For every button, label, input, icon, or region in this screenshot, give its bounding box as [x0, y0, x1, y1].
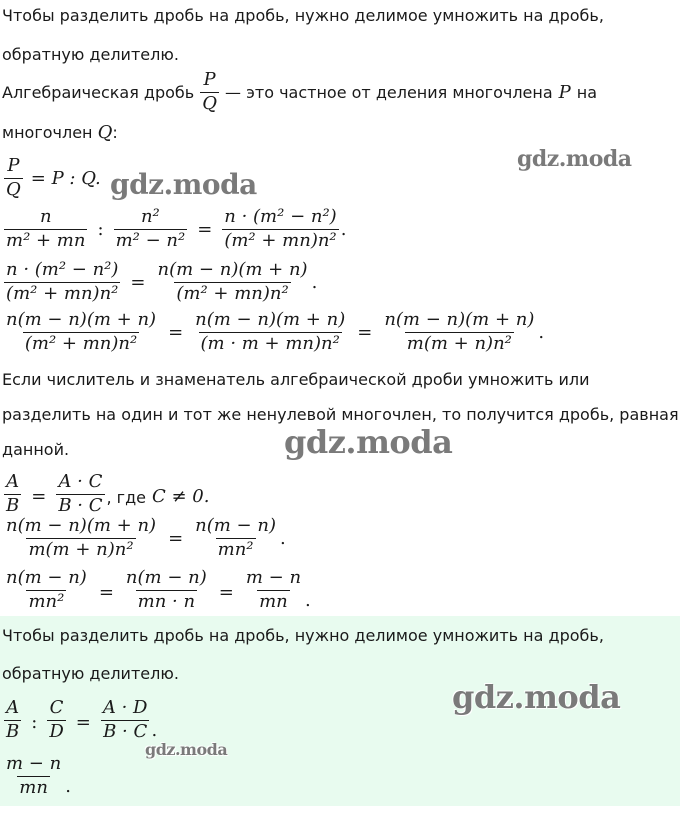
eq1-c-num: n · (m² − n²)	[224, 206, 337, 227]
eq6-c-den: mn	[259, 590, 288, 612]
period: .	[151, 720, 158, 741]
rule-box-formula	[2, 698, 157, 748]
eq0-rhs: = P : Q.	[30, 167, 101, 189]
definition-fraction	[200, 70, 219, 114]
eq5-a-den: m(m + n)n²	[28, 538, 134, 560]
var-q: Q	[97, 122, 113, 143]
eq5-b-num: n(m − n)	[195, 515, 276, 536]
equals-sign: =	[357, 321, 373, 343]
eq0-den: Q	[6, 178, 21, 200]
watermark-logo: gdz.moda	[517, 146, 632, 172]
eq3-b-num: n(m − n)(m + n)	[195, 309, 346, 330]
eq2-frac-b	[156, 260, 310, 304]
eq1-frac-c	[222, 207, 338, 251]
eq2-a-den: (m² + mn)n²	[6, 282, 119, 304]
watermark-logo: gdz.moda	[145, 740, 228, 759]
period: .	[311, 271, 318, 293]
eq6-b-den: mn · n	[137, 590, 196, 612]
eq3-c-den: m(m + n)n²	[406, 332, 512, 354]
equals-sign: =	[31, 486, 47, 507]
eq4-cond: C ≠ 0.	[151, 486, 210, 507]
rule-box-line2: обратную делителю.	[2, 664, 179, 683]
eq5-b-den: mn²	[217, 538, 254, 560]
property-line1: Если числитель и знаменатель алгебраической дроби умножить или	[2, 370, 590, 389]
equals-sign: =	[168, 321, 184, 343]
eq4-frac-a	[4, 472, 21, 516]
eq2-b-den: (m² + mn)n²	[176, 282, 289, 304]
eq0-num: P	[7, 155, 20, 176]
equation-0	[2, 156, 101, 200]
eq1-frac-a	[4, 207, 87, 251]
rule-box-line1: Чтобы разделить дробь на дробь, нужно делимое умножить на дробь,	[2, 626, 604, 645]
equals-sign: =	[75, 712, 91, 733]
eq1-a-den: m² + mn	[6, 229, 86, 251]
period: .	[305, 590, 311, 611]
rule-b-num: C	[49, 698, 64, 718]
eq3-b-den: (m · m + mn)n²	[200, 332, 340, 354]
equals-sign: =	[197, 218, 213, 240]
answer-fraction	[4, 754, 63, 798]
watermark-logo: gdz.moda	[452, 678, 621, 716]
eq2-frac-a	[4, 260, 120, 304]
definition-line2-suffix: :	[112, 123, 118, 142]
equation-1	[2, 207, 346, 251]
eq1-b-den: m² − n²	[115, 229, 186, 251]
equals-sign: =	[98, 582, 114, 603]
eq0-fraction	[4, 156, 23, 200]
equals-sign: =	[130, 271, 146, 293]
definition-prefix: Алгебраическая дробь	[2, 82, 195, 102]
equals-sign: =	[168, 527, 184, 549]
eq3-c-num: n(m − n)(m + n)	[384, 309, 535, 330]
divide-sign: :	[31, 712, 38, 733]
equation-3	[2, 310, 544, 354]
definition-line2	[2, 122, 118, 143]
divide-sign: :	[97, 218, 104, 240]
rule-intro-line2: обратную делителю.	[2, 45, 179, 64]
eq6-a-den: mn²	[28, 590, 65, 612]
equation-5	[2, 516, 286, 560]
definition-line2-prefix: многочлен	[2, 123, 93, 142]
watermark-logo: gdz.moda	[110, 168, 257, 201]
rule-c-num: A · D	[102, 698, 148, 718]
frac-num: P	[203, 68, 216, 90]
rule-a-den: B	[6, 720, 20, 742]
period: .	[279, 527, 286, 549]
eq3-frac-c	[382, 310, 536, 354]
eq3-a-den: (m² + mn)n²	[24, 332, 138, 354]
eq6-frac-c	[244, 568, 303, 612]
property-line3: данной.	[2, 440, 70, 459]
eq5-a-num: n(m − n)(m + n)	[6, 515, 157, 536]
eq2-b-num: n(m − n)(m + n)	[157, 259, 308, 280]
eq3-frac-b	[193, 310, 347, 354]
rule-frac-b	[47, 698, 65, 742]
eq5-frac-a	[4, 516, 158, 560]
property-line2: разделить на один и тот же ненулевой многочлен, то получится дробь, равная	[2, 405, 679, 424]
eq1-b-num: n²	[140, 206, 160, 227]
eq1-a-num: n	[39, 206, 52, 227]
eq2-a-num: n · (m² − n²)	[6, 259, 119, 280]
definition-middle: — это частное от деления многочлена	[225, 82, 553, 102]
definition-suffix: на	[576, 82, 598, 102]
eq4-a-num: A	[6, 472, 20, 492]
equation-2	[2, 260, 317, 304]
eq4-tail: , где	[106, 488, 146, 507]
period: .	[538, 321, 545, 343]
rule-intro-line1: Чтобы разделить дробь на дробь, нужно делимое умножить на дробь,	[2, 6, 604, 25]
rule-c-den: B · C	[103, 720, 148, 742]
eq4-b-num: A · C	[58, 472, 103, 492]
rule-b-den: D	[49, 720, 64, 742]
answer-num: m − n	[6, 754, 62, 774]
period: .	[65, 776, 71, 797]
watermark-logo: gdz.moda	[284, 423, 453, 461]
equation-6	[2, 568, 311, 614]
frac-den: Q	[202, 92, 217, 114]
rule-box-answer	[2, 754, 71, 802]
eq6-frac-a	[4, 568, 89, 612]
var-p: P	[558, 81, 571, 103]
rule-frac-a	[4, 698, 21, 742]
eq1-frac-b	[114, 207, 188, 251]
definition-line1	[2, 64, 597, 120]
eq6-a-num: n(m − n)	[6, 568, 87, 588]
equals-sign: =	[218, 582, 234, 603]
answer-den: mn	[19, 776, 48, 798]
eq4-a-den: B	[6, 494, 20, 516]
rule-frac-c	[101, 698, 150, 742]
period: .	[340, 218, 347, 240]
eq4-frac-b	[56, 472, 104, 516]
eq4-b-den: B · C	[58, 494, 103, 516]
eq1-c-den: (m² + mn)n²	[224, 229, 337, 251]
eq3-frac-a	[4, 310, 158, 354]
eq6-c-num: m − n	[245, 568, 302, 588]
eq3-a-num: n(m − n)(m + n)	[6, 309, 157, 330]
eq6-frac-b	[124, 568, 209, 612]
eq6-b-num: n(m − n)	[125, 568, 207, 588]
eq5-frac-b	[193, 516, 278, 560]
rule-a-num: A	[6, 698, 20, 718]
